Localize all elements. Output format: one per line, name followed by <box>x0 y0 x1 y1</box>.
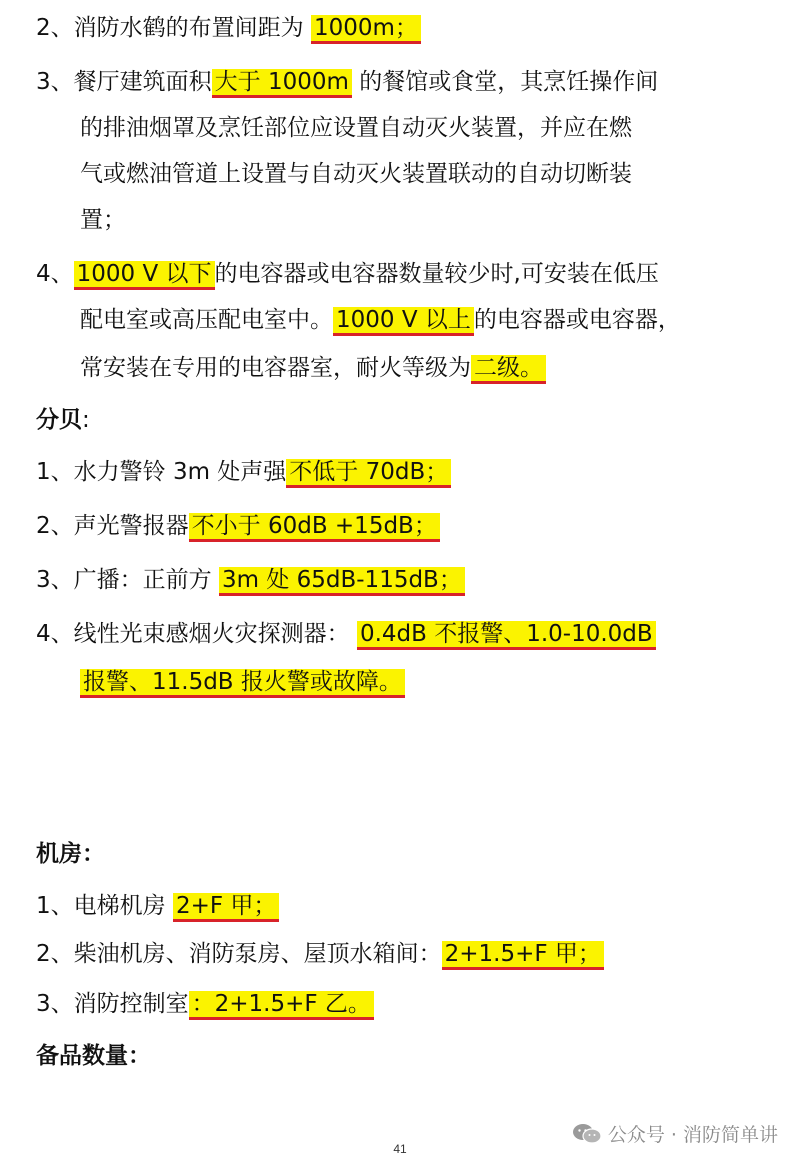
item2-hydrant-spacing: 2、消防水鹤的布置间距为 1000m； <box>36 10 421 46</box>
highlight-hydrant-spacing: 1000m； <box>311 15 421 44</box>
db-item-alarm: 2、声光警报器 不小于 60dB +15dB； <box>36 508 440 544</box>
db-item-water-bell: 1、水力警铃 3m 处声强 不低于 70dB； <box>36 454 451 490</box>
item3-restaurant-line2: 的排油烟罩及烹饪部位应设置自动灭火装置，并应在燃 <box>80 115 632 141</box>
item3-restaurant-line3: 气或燃油管道上设置与自动灭火装置联动的自动切断装 <box>80 161 632 187</box>
highlight-broadcast: 3m 处 65dB-115dB； <box>219 567 465 596</box>
highlight-below-1000v: 1000 V 以下 <box>74 261 215 290</box>
highlight-restaurant-area: 大于 1000m <box>212 69 352 98</box>
page-number: 41 <box>393 1142 407 1156</box>
room-item-diesel-pump: 2、柴油机房、消防泵房、屋顶水箱间： 2+1.5+F 甲； <box>36 936 604 972</box>
highlight-alarm: 不小于 60dB +15dB； <box>189 513 440 542</box>
item4-capacitor-line3: 常安装在专用的电容器室，耐火等级为 二级。 <box>80 350 546 386</box>
watermark-text: 公众号 · 消防简单讲 <box>607 1124 778 1146</box>
item3-restaurant-line1: 3、餐厅建筑面积 大于 1000m 的餐馆或食堂，其烹饪操作间 <box>36 64 658 100</box>
highlight-diesel-pump: 2+1.5+F 甲； <box>442 941 604 970</box>
section-decibel-heading: 分贝: <box>36 407 90 433</box>
section-machine-room-heading: 机房： <box>36 841 105 867</box>
db-item-broadcast: 3、广播：正前方 3m 处 65dB-115dB； <box>36 562 465 598</box>
highlight-fire-rating: 二级。 <box>471 355 546 384</box>
item4-capacitor-line2: 配电室或高压配电室中。 1000 V 以上 的电容器或电容器， <box>80 302 681 338</box>
db-item-beam-detector-line2 <box>80 664 405 700</box>
highlight-beam-detector-1: 0.4dB 不报警、1.0-10.0dB <box>357 621 656 650</box>
room-item-control-room: 3、消防控制室 ：2+1.5+F 乙。 <box>36 986 374 1022</box>
highlight-beam-detector-2: 报警、11.5dB 报火警或故障。 <box>80 669 405 698</box>
highlight-above-1000v: 1000 V 以上 <box>333 307 474 336</box>
room-item-elevator: 1、电梯机房 2+F 甲； <box>36 888 279 924</box>
db-item-beam-detector-line1: 4、线性光束感烟火灾探测器： 0.4dB 不报警、1.0-10.0dB <box>36 616 656 652</box>
highlight-elevator-room: 2+F 甲； <box>173 893 279 922</box>
item3-restaurant-line4: 置； <box>80 207 126 233</box>
highlight-control-room: ：2+1.5+F 乙。 <box>189 991 374 1020</box>
highlight-water-bell: 不低于 70dB； <box>286 459 451 488</box>
section-spares-heading: 备品数量： <box>36 1043 151 1069</box>
item4-capacitor-line1: 4、 1000 V 以下 的电容器或电容器数量较少时,可安装在低压 <box>36 256 659 292</box>
